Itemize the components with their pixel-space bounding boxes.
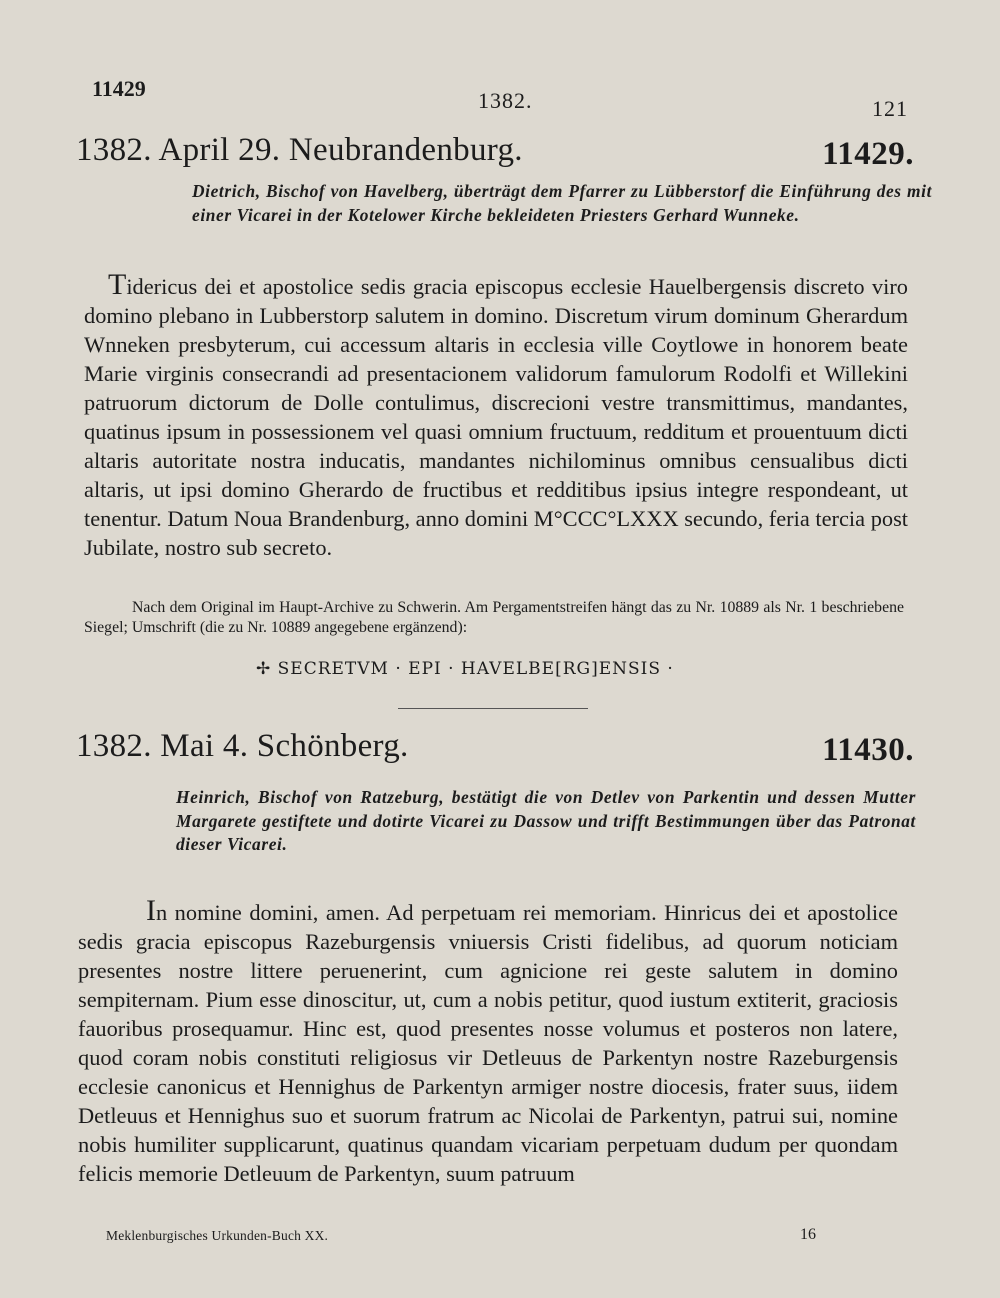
running-head-year: 1382. xyxy=(478,88,533,113)
document-number: 11430. xyxy=(822,732,914,768)
seal-legend: ✢ SECRETVM · EPI · HAVELBE[RG]ENSIS · xyxy=(256,659,674,679)
document-heading xyxy=(76,132,936,172)
document-number: 11429. xyxy=(822,136,914,172)
source-note xyxy=(84,598,904,638)
document-text xyxy=(78,896,898,1188)
section-divider xyxy=(398,708,588,709)
document-date-place: 1382. April 29. Neubrandenburg. xyxy=(76,132,523,168)
source-note-text: Nach dem Original im Haupt-Archive zu Schwerin. Am Pergamentstreifen hängt das zu Nr. 10889 als Nr. 1 beschriebene Siegel; Umschrift (die zu Nr. 10889 angegebene ergänzend): xyxy=(84,599,904,636)
document-text-body: n nomine domini, amen. Ad perpetuam rei memoriam. Hinricus dei et apostolice sedis gracia episcopus Razeburgensis vniuersis Cristi fidelibus, ad quorum noticiam presentes nostre littere peruenerint, cum agnicione rei geste salutem in domino sempiternam. Pium esse dinoscitur, ut, cum a nobis petitur, quod iustum extiterit, graciosis fauoribus prosequamur. Hinc est, quod presentes nosse volumus et posteros non latere, quod coram nobis constituti religiosus vir Detleuus de Parkentyn nostre Razeburgensis ecclesie canonicus et Hennighus de Parkentyn armiger nostre diocesis, frater suus, iidem Detleuus et Hennighus suo et suorum fratrum ac Nicolai de Parkentyn, patrui sui, nomine nobis humiliter supplicarunt, quatinus quandam vicariam perpetuam dudum per quondam felicis memorie Detleuum de Parkentyn, suum patruum xyxy=(78,900,898,1186)
running-head-number: 11429 xyxy=(92,76,146,101)
document-regest: Heinrich, Bischof von Ratzeburg, bestätigt die von Detlev von Parkentin und dessen Mutter Margarete gestiftete und dotirte Vicarei zu Dassow und trifft Bestimmungen über das Patronat dieser Vicarei. xyxy=(176,787,916,854)
footer-title: Meklenburgisches Urkunden-Buch XX. xyxy=(106,1228,329,1243)
document-heading xyxy=(76,728,936,768)
document-date-place: 1382. Mai 4. Schönberg. xyxy=(76,728,409,764)
initial-letter: I xyxy=(146,894,156,927)
document-text-body: idericus dei et apostolice sedis gracia episcopus ecclesie Hauelbergensis discreto viro domino plebano in Lubberstorp salutem in domino. Discretum virum dominum Gherardum Wnneken presbyterum, cui accessum altaris in ecclesia ville Coytlowe in honorem beate Marie virginis consecrandi ad presentacionem validorum famulorum Rodolfi et Willekini patruorum dictorum de Dolle contulimus, discrecioni vestre transmittimus, mandantes, quatinus ipsum in possessionem vel quasi omnium fructuum, redditum et prouentuum dicti altaris autoritate nostra inducatis, mandantes nichilominus omnibus censualibus dicti altaris, ut ipsi domino Gherardo de fructibus et redditibus ipsius integre respondeant, ut tenentur. Datum Noua Brandenburg, anno domini M°CCC°LXXX secundo, feria tercia post Jubilate, nostro sub secreto. xyxy=(84,274,909,560)
footer-signature: 16 xyxy=(800,1226,816,1243)
initial-letter: T xyxy=(108,268,127,301)
document-text xyxy=(84,270,908,562)
document-regest: Dietrich, Bischof von Havelberg, überträgt dem Pfarrer zu Lübberstorf die Einführung des mit einer Vicarei in der Kotelower Kirche bekleideten Priesters Gerhard Wunneke. xyxy=(192,181,932,225)
page-number: 121 xyxy=(872,96,908,121)
